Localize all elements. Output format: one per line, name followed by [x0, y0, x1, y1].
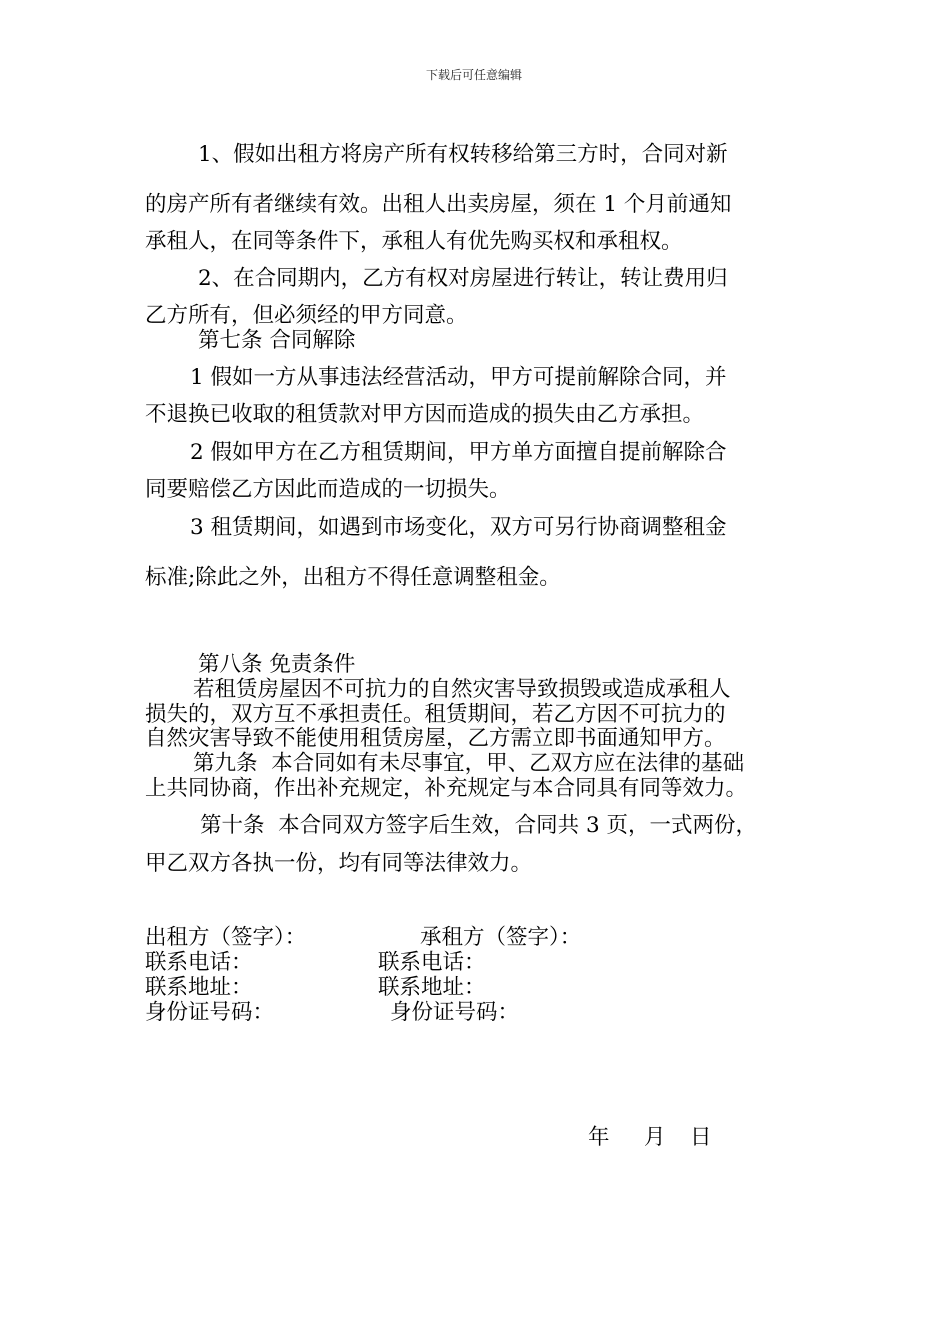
- paragraph-line: 第十条 本合同双方签字后生效，合同共 3 页，一式两份，: [200, 813, 758, 838]
- date-day: 日: [690, 1125, 712, 1150]
- paragraph-line: 自然灾害导致不能使用租赁房屋，乙方需立即书面通知甲方。: [145, 726, 726, 751]
- paragraph-line: 第九条 本合同如有未尽事宜，甲、乙双方应在法律的基础: [193, 751, 745, 776]
- paragraph-line: 乙方所有，但必须经的甲方同意。: [145, 303, 468, 328]
- paragraph-line: 同要赔偿乙方因此而造成的一切损失。: [145, 477, 511, 502]
- lessor-sign-label: 出租方（签字）：: [145, 925, 307, 950]
- paragraph-line: 2、在合同期内，乙方有权对房屋进行转让，转让费用归: [198, 266, 728, 291]
- paragraph-line: 甲乙双方各执一份，均有同等法律效力。: [145, 851, 533, 876]
- paragraph-line: 承租人，在同等条件下，承租人有优先购买权和承租权。: [145, 229, 683, 254]
- paragraph-line: 3 租赁期间，如遇到市场变化，双方可另行协商调整租金: [190, 515, 727, 540]
- paragraph-line: 标准;除此之外，出租方不得任意调整租金。: [145, 565, 561, 590]
- paragraph-line: 1 假如一方从事违法经营活动，甲方可提前解除合同，并: [190, 365, 727, 390]
- paragraph-line: 上共同协商，作出补充规定，补充规定与本合同具有同等效力。: [145, 776, 748, 801]
- paragraph-line: 1、假如出租方将房产所有权转移给第三方时，合同对新: [198, 142, 728, 167]
- paragraph-line: 损失的，双方互不承担责任。租赁期间，若乙方因不可抗力的: [145, 702, 726, 727]
- date-year: 年: [588, 1125, 610, 1150]
- lessor-address-label: 联系地址：: [145, 975, 253, 1000]
- paragraph-line: 若租赁房屋因不可抗力的自然灾害导致损毁或造成承租人: [193, 677, 731, 702]
- date-month: 月: [644, 1125, 666, 1150]
- paragraph-line: 2 假如甲方在乙方租赁期间，甲方单方面擅自提前解除合: [190, 440, 727, 465]
- paragraph-line: 不退换已收取的租赁款对甲方因而造成的损失由乙方承担。: [145, 402, 705, 427]
- section-title: 第八条 免责条件: [198, 652, 356, 677]
- paragraph-line: 的房产所有者继续有效。出租人出卖房屋，须在 1 个月前通知: [145, 192, 732, 217]
- section-title: 第七条 合同解除: [198, 328, 356, 353]
- lessor-phone-label: 联系电话：: [145, 950, 253, 975]
- page-header: 下载后可任意编辑: [426, 68, 523, 82]
- lessee-sign-label: 承租方（签字）：: [420, 925, 582, 950]
- lessee-address-label: 联系地址：: [378, 975, 486, 1000]
- lessor-id-label: 身份证号码：: [145, 1000, 275, 1025]
- lessee-id-label: 身份证号码：: [390, 1000, 520, 1025]
- lessee-phone-label: 联系电话：: [378, 950, 486, 975]
